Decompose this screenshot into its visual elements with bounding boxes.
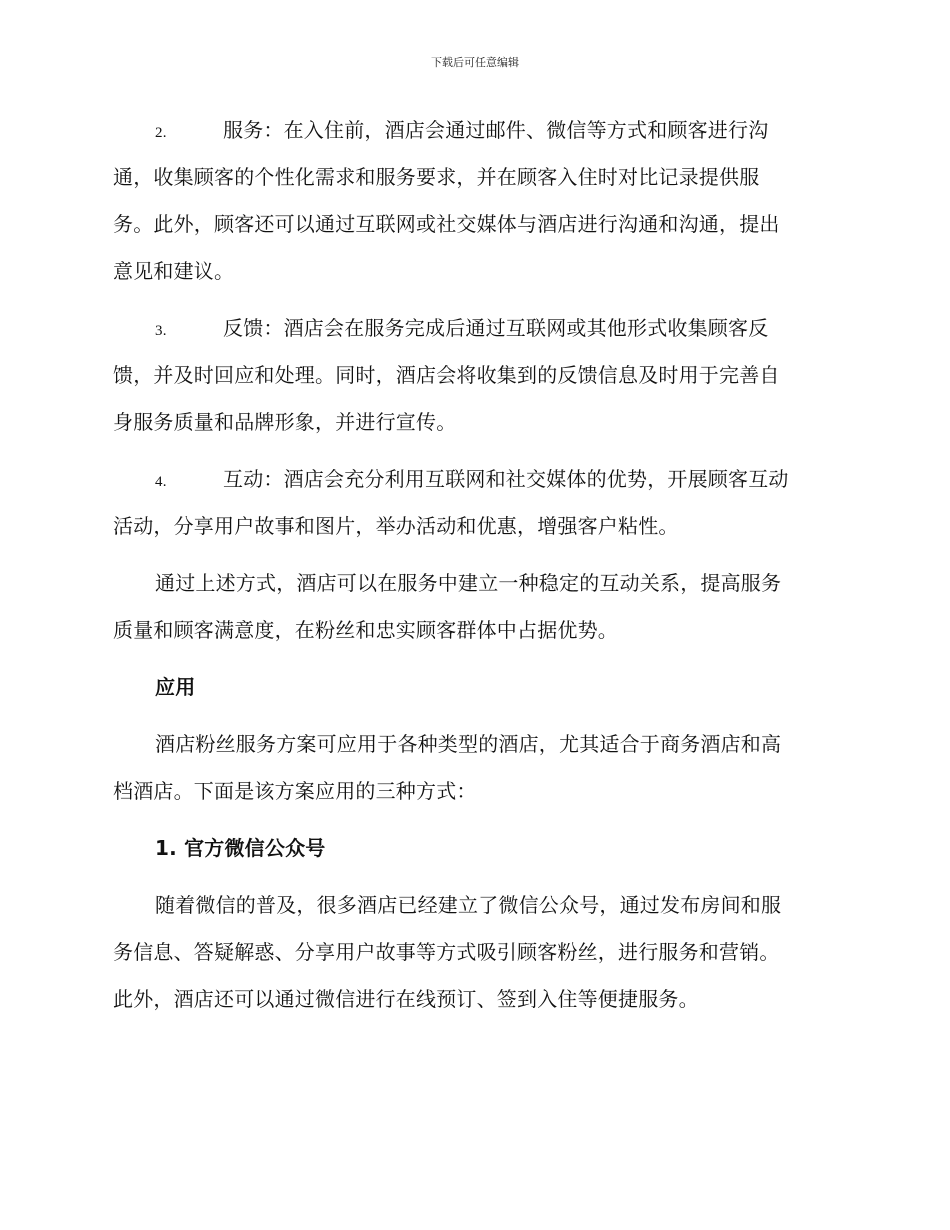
list-item-service bbox=[113, 107, 838, 295]
paragraph-line: 通过上述方式，酒店可以在服务中建立一种稳定的互动关系，提高服务 bbox=[155, 571, 782, 595]
item-number: 3. bbox=[155, 323, 167, 339]
paragraph-line: 反馈：酒店会在服务完成后通过互联网或其他形式收集顾客反 bbox=[223, 316, 769, 340]
application-intro-paragraph bbox=[113, 721, 838, 815]
item-number: 2. bbox=[155, 125, 167, 141]
paragraph-line: 档酒店。下面是该方案应用的三种方式： bbox=[113, 779, 477, 803]
paragraph-line: 馈，并及时回应和处理。同时，酒店会将收集到的反馈信息及时用于完善自 bbox=[113, 363, 780, 387]
paragraph-line: 随着微信的普及，很多酒店已经建立了微信公众号，通过发布房间和服 bbox=[155, 893, 782, 917]
paragraph-line: 活动，分享用户故事和图片，举办活动和优惠，增强客户粘性。 bbox=[113, 514, 679, 538]
paragraph-line: 此外，酒店还可以通过微信进行在线预订、签到入住等便捷服务。 bbox=[113, 987, 699, 1011]
paragraph-line: 身服务质量和品牌形象，并进行宣传。 bbox=[113, 410, 457, 434]
summary-paragraph bbox=[113, 560, 838, 654]
subheading: 1. 官方微信公众号 bbox=[155, 836, 326, 860]
paragraph-line: 酒店粉丝服务方案可应用于各种类型的酒店，尤其适合于商务酒店和高 bbox=[155, 732, 782, 756]
paragraph-line: 质量和顾客满意度，在粉丝和忠实顾客群体中占据优势。 bbox=[113, 618, 618, 642]
paragraph-line: 务信息、答疑解惑、分享用户故事等方式吸引顾客粉丝，进行服务和营销。 bbox=[113, 940, 780, 964]
item-number: 4. bbox=[155, 474, 167, 490]
page-header-note: 下载后可任意编辑 bbox=[431, 56, 519, 69]
paragraph-line: 互动：酒店会充分利用互联网和社交媒体的优势，开展顾客互动 bbox=[223, 467, 789, 491]
list-item-interaction bbox=[113, 456, 838, 550]
paragraph-line: 通，收集顾客的个性化需求和服务要求，并在顾客入住时对比记录提供服 bbox=[113, 165, 760, 189]
wechat-paragraph bbox=[113, 882, 838, 1023]
paragraph-line: 服务：在入住前，酒店会通过邮件、微信等方式和顾客进行沟 bbox=[223, 118, 769, 142]
paragraph-line: 意见和建议。 bbox=[113, 259, 235, 283]
section-heading: 应用 bbox=[155, 675, 196, 699]
paragraph-line: 务。此外，顾客还可以通过互联网或社交媒体与酒店进行沟通和沟通，提出 bbox=[113, 212, 780, 236]
document-body bbox=[113, 112, 838, 1023]
list-item-feedback bbox=[113, 305, 838, 446]
